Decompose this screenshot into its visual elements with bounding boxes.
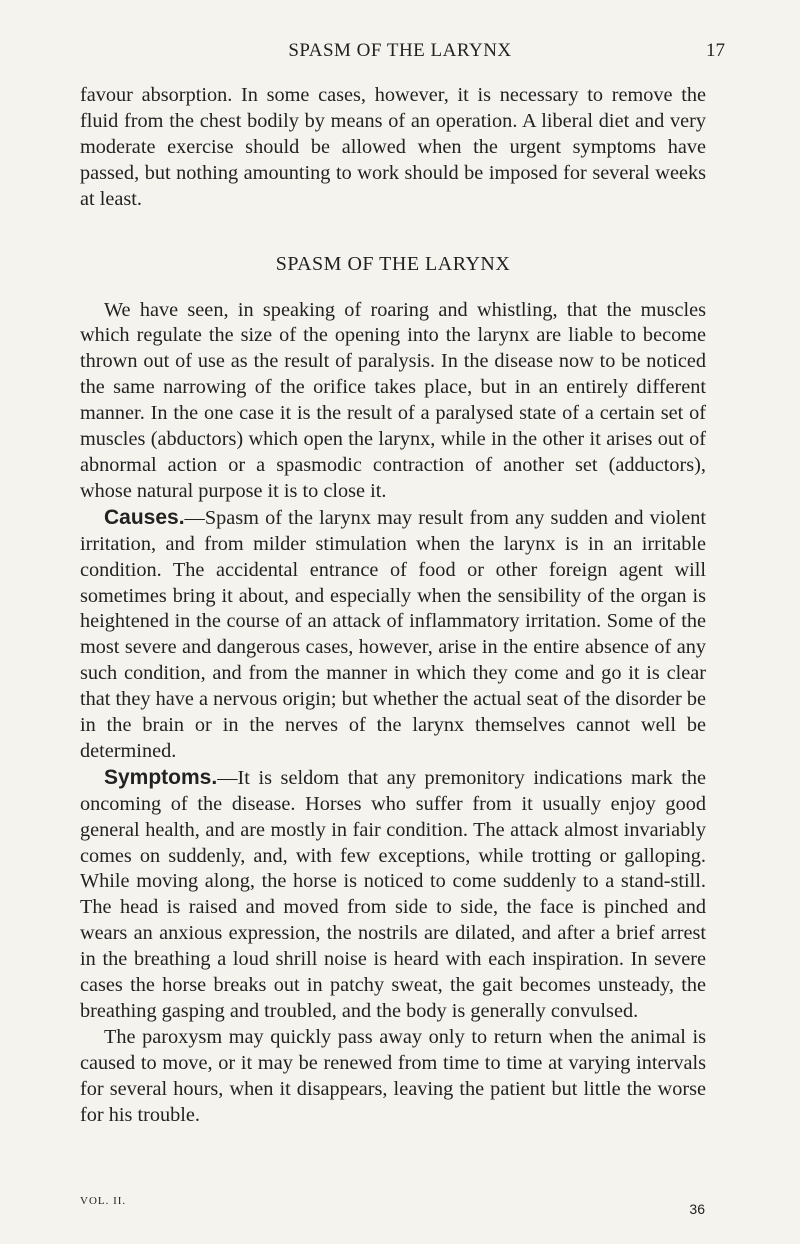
continuation-paragraph: favour absorption. In some cases, however, it is necessary to remove the fluid from the chest bodily by means of an operation. A liberal diet and very moderate exercise should be allowed when the urgent symptoms have passed, but nothing amounting to work should be imposed for several weeks at least. xyxy=(80,84,706,210)
causes-heading: Causes. xyxy=(104,505,185,529)
page-footer xyxy=(0,1195,800,1235)
signature-mark: 36 xyxy=(689,1201,705,1217)
symptoms-text: —It is seldom that any premonitory indications mark the oncoming of the disease. Horses who suffer from it usually enjoy good general health, and are mostly in fair condition. The attack almost invariably comes on suddenly, and, with few exceptions, while trotting or galloping. While moving along, the horse is noticed to come suddenly to a stand-still. The head is raised and moved from side to side, the face is pinched and wears an anxious expression, the nostrils are dilated, and after a brief arrest in the breathing a loud shrill noise is heard with each inspiration. In severe cases the horse breaks out in patchy sweat, the gait becomes unsteady, the breathing gasping and troubled, and the body is generally convulsed. xyxy=(80,766,706,1022)
paroxysm-paragraph: The paroxysm may quickly pass away only to return when the animal is caused to move, or it may be renewed from time to time at varying intervals for several hours, when it disappears, leaving the patient but little the worse for his trouble. xyxy=(80,1025,706,1126)
running-head xyxy=(0,34,800,66)
volume-mark: VOL. II. xyxy=(80,1195,127,1207)
page-number: 17 xyxy=(706,40,725,61)
symptoms-paragraph xyxy=(80,765,706,1025)
causes-text: —Spasm of the larynx may result from any sudden and violent irritation, and from milder stimulation when the larynx is in an irritable condition. The accidental entrance of food or other foreign agent will sometimes bring it about, and especially when the sensibility of the organ is heightened in the course of an attack of inflammatory irritation. Some of the most severe and dangerous cases, however, arise in the entire absence of any such condition, and from the manner in which they come and go it is clear that they have a nervous origin; but whether the actual seat of the disorder be in the brain or in the nerves of the larynx themselves cannot well be determined. xyxy=(80,506,706,762)
body-text xyxy=(80,83,706,1129)
causes-paragraph xyxy=(80,505,706,765)
section-title: SPASM OF THE LARYNX xyxy=(275,252,511,275)
running-title: SPASM OF THE LARYNX xyxy=(288,40,512,61)
intro-paragraph: We have seen, in speaking of roaring and whistling, that the muscles which regulate the size of the opening into the larynx are liable to become thrown out of use as the result of paralysis. In the disease now to be noticed the same narrowing of the orifice takes place, but in an entirely different manner. In the one case it is the result of a paralysed state of a certain set of muscles (abductors) which open the larynx, while in the other it arises out of abnormal action or a spasmodic contraction of another set (adductors), whose natural purpose it is to close it. xyxy=(80,298,706,502)
symptoms-heading: Symptoms. xyxy=(104,765,218,789)
